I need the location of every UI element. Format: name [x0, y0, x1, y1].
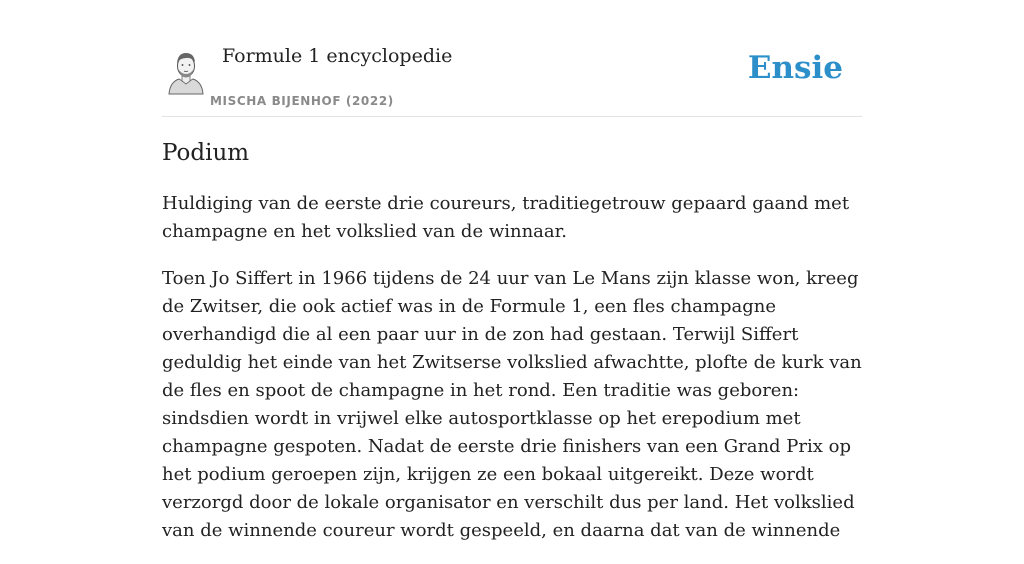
entry-paragraph: Toen Jo Siffert in 1966 tijdens de 24 uur van Le Mans zijn klasse won, kreeg de Zwitser, die ook actief was in de Formule 1, een fles champagne overhandigd die al een paar uur in de zon had gestaan. Terwijl Siffert geduldig het einde van het Zwitserse volkslied afwachtte, plofte de kurk van de fles en spoot de champagne in het rond. Een traditie was geboren: sindsdien wordt in vrijwel elke autosportklasse op het erepodium met champagne gespoten. Nadat de eerste drie finishers van een Grand Prix op het podium geroepen zijn, krijgen ze een bokaal uitgereikt. Deze wordt verzorgd door de lokale organisator en verschilt dus per land. Het volkslied van de winnende coureur wordt gespeeld, en daarna dat van de winnende — [162, 268, 862, 541]
page-header — [162, 0, 862, 117]
entry-content — [162, 136, 862, 564]
author-credit: MISCHA BIJENHOF (2022) — [210, 94, 394, 108]
entry-title: Podium — [162, 140, 250, 166]
book-title[interactable]: Formule 1 encyclopedie — [222, 45, 453, 67]
entry-paragraph: Huldiging van de eerste drie coureurs, traditiegetrouw gepaard gaand met champagne en het volkslied van de winnaar. — [162, 193, 850, 242]
author-portrait-icon — [166, 48, 206, 94]
brand-logo[interactable]: Ensie — [747, 50, 843, 86]
